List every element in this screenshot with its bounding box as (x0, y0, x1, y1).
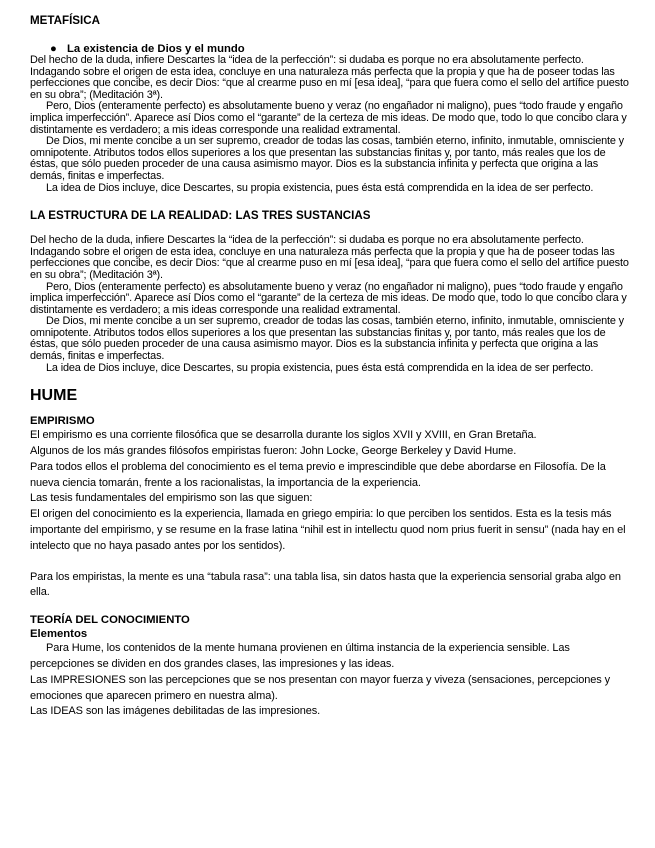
paragraph: Pero, Dios (enteramente perfecto) es absolutamente bueno y veraz (no engañador ni maligno), pues “todo fraude y engaño implica imperfección”. Aparece así Dios como el “garante” de la certeza de mis ideas. De modo que, todo lo que concibo clara y distintamente es verdadero; a mis ideas corresponde una realidad extramental. (30, 280, 627, 316)
paragraph: De Dios, mi mente concibe a un ser supremo, creador de todas las cosas, también eterno, infinito, inmutable, omnisciente y omnipotente. Atributos todos ellos superiores a los que presentan las substancias finitas y, por tanto, más reales que los de éstas, que sólo pueden proceder de una causa asimismo mayor. Dios es la substancia infinita y perfecta que origina a las demás, finitas e imperfectas. (30, 315, 624, 363)
teoria-body (30, 641, 633, 720)
teoria-section (30, 613, 633, 720)
text-line: Para los empiristas, la mente es una “tabula rasa”: una tabla lisa, sin datos hasta que la experiencia sensorial graba algo en ella. (30, 570, 621, 599)
paragraph: Del hecho de la duda, infiere Descartes la “idea de la perfección”: si dudaba es porque no era absolutamente perfecto. Indagando sobre el origen de esta idea, concluye en una naturaleza más perfecta que la propia y que ha de poseer todas las perfecciones que concibe, es decir Dios: “que al crearme puso en mí [esa idea], “para que fuera como el sello del artífice puesto en su obra”; (Meditación 3ª). (30, 234, 629, 281)
hume-title: HUME (30, 387, 78, 405)
metafisica-heading: METAFÍSICA (30, 14, 100, 27)
empirismo-section (30, 414, 633, 601)
bullet-title: La existencia de Dios y el mundo (67, 43, 245, 55)
metafisica-section (30, 14, 633, 194)
text-line: El origen del conocimiento es la experiencia, llamada en griego empiria: lo que perciben los sentidos. Esta es la tesis más importante del empirismo, y se resume en la frase latina “nihil est in intellectu quod nom prius fuerit in sensu” (nada hay en el intelecto que no haya pasado antes por los sentidos). (30, 508, 626, 552)
text-line: Las IMPRESIONES son las percepciones que se nos presentan con mayor fuerza y viveza (sensaciones, percepciones y emociones que aparecen primero en nuestra alma). (30, 673, 611, 702)
paragraph: La idea de Dios incluye, dice Descartes, su propia existencia, pues ésta está comprendida en la idea de ser perfecto. (46, 361, 594, 374)
paragraph: Del hecho de la duda, infiere Descartes la “idea de la perfección”: si dudaba es porque no era absolutamente perfecto. Indagando sobre el origen de esta idea, concluye en una naturaleza más perfecta que la propia y que ha de poseer todas las perfecciones que concibe, es decir Dios: “que al crearme puso en mí [esa idea], “para que fuera como el sello del artífice puesto en su obra”; (Meditación 3ª). (30, 54, 629, 101)
estructura-body (30, 235, 633, 374)
text-line: El empirismo es una corriente filosófica que se desarrolla durante los siglos XVII y XVIII, en Gran Bretaña. (30, 429, 537, 442)
text-line: Algunos de los más grandes filósofos empiristas fueron: John Locke, George Berkeley y David Hume. (30, 445, 517, 458)
empirismo-body (30, 428, 633, 601)
text-line: Las tesis fundamentales del empirismo son las que siguen: (30, 492, 313, 505)
paragraph: Pero, Dios (enteramente perfecto) es absolutamente bueno y veraz (no engañador ni maligno), pues “todo fraude y engaño implica imperfección”. Aparece así Dios como el “garante” de la certeza de mis ideas. De modo que, todo lo que concibo clara y distintamente es verdadero; a mis ideas corresponde una realidad extramental. (30, 100, 627, 136)
estructura-section (30, 209, 633, 374)
bullet-dot-icon: ● (50, 43, 57, 55)
paragraph: La idea de Dios incluye, dice Descartes, su propia existencia, pues ésta está comprendida en la idea de ser perfecto. (46, 181, 594, 194)
text-line: Para Hume, los contenidos de la mente humana provienen en última instancia de la experiencia sensible. Las percepciones se dividen en dos grandes clases, las impresiones y las ideas. (30, 642, 570, 671)
teoria-heading: TEORÍA DEL CONOCIMIENTO (30, 614, 190, 627)
text-line: Las IDEAS son las imágenes debilitadas de las impresiones. (30, 705, 321, 718)
paragraph: De Dios, mi mente concibe a un ser supremo, creador de todas las cosas, también eterno, infinito, inmutable, omnisciente y omnipotente. Atributos todos ellos superiores a los que presentan las substancias finitas y, por tanto, más reales que los de éstas, que sólo pueden proceder de una causa asimismo mayor. Dios es la substancia infinita y perfecta que origina a las demás, finitas e imperfectas. (30, 135, 624, 182)
text-line: Para todos ellos el problema del conocimiento es el tema previo e imprescindible que debe abordarse en Filosofía. De la nueva ciencia tomarán, frente a los racionalistas, la importancia de la experiencia. (30, 460, 606, 489)
metafisica-body (30, 55, 633, 194)
empirismo-heading: EMPIRISMO (30, 415, 95, 428)
estructura-heading: LA ESTRUCTURA DE LA REALIDAD: LAS TRES SUSTANCIAS (30, 209, 371, 223)
elementos-subheading: Elementos (30, 628, 88, 641)
